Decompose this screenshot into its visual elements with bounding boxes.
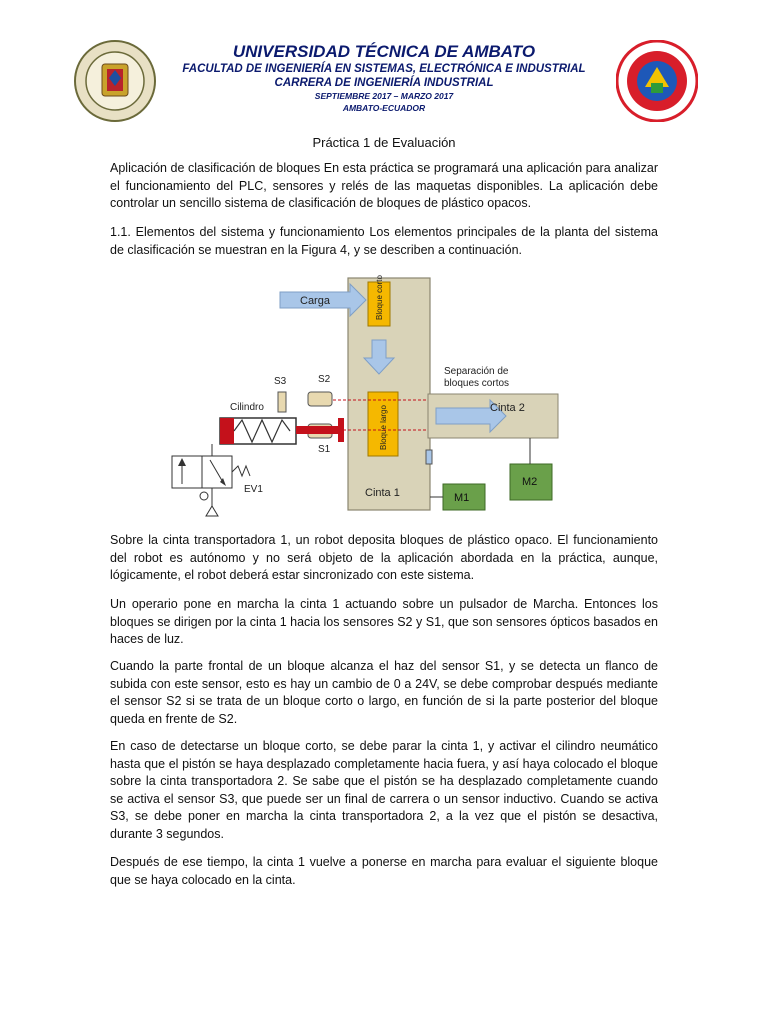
s1-label: S1 <box>318 444 331 455</box>
sorting-system-diagram <box>160 270 570 525</box>
separacion-label-2: bloques cortos <box>444 378 510 389</box>
m2-label: M2 <box>522 476 538 488</box>
paragraph-bloque-corto: En caso de detectarse un bloque corto, se debe parar la cinta 1, y activar el cilindro neumático hasta que el pistón se haya desplazado completamente hacia fuera, y así haya colocado el bloque sobre la cinta transportadora 2. Se sabe que el pistón se ha desplazado completamente cuando se activa el sensor S3, que puede ser un final de carrera o un sensor inductivo. Cuando se activa S3, se debe poner en marcha la cinta transportadora 2, a la vez que el pistón se desactiva, durante 3 segundos. <box>110 739 658 841</box>
paragraph-operario: Un operario pone en marcha la cinta 1 actuando sobre un pulsador de Marcha. Entonces los bloques se dirigen por la cinta 1 hacia los sensores S2 y S1, que son sensores ópticos basados en haces de luz. <box>110 597 658 646</box>
ev1-valve-a <box>172 456 202 488</box>
ev1-label: EV1 <box>244 484 263 495</box>
bloque-largo-label: Bloque largo <box>379 405 388 450</box>
piston-rod <box>296 426 340 434</box>
cinta1-label: Cinta 1 <box>365 487 400 499</box>
s2-label: S2 <box>318 374 331 385</box>
s3-sensor <box>278 392 286 412</box>
paragraph-reinicio: Después de ese tiempo, la cinta 1 vuelve a ponerse en marcha para evaluar el siguiente bloque que se haya colocado en la cinta. <box>110 855 658 887</box>
university-name: UNIVERSIDAD TÉCNICA DE AMBATO <box>232 42 536 61</box>
separacion-label: Separación de <box>444 366 509 377</box>
piston-plate <box>338 418 344 442</box>
paragraph-intro: Aplicación de clasificación de bloques En esta práctica se programará una aplicación para analizar el funcionamiento del PLC, sensores y relés de las maquetas disponibles. La aplicación debe controlar un sencillo sistema de clasificación de bloques de plástico opacos. <box>110 161 658 210</box>
location: AMBATO-ECUADOR <box>342 103 426 113</box>
s2-sensor <box>308 392 332 406</box>
paragraph-elements: 1.1. Elementos del sistema y funcionamiento Los elementos principales de la planta del sistema de clasificación se muestran en la Figura 4, y se describen a continuación. <box>110 225 658 257</box>
faculty-name: FACULTAD DE INGENIERÍA EN SISTEMAS, ELECTRÓNICA E INDUSTRIAL <box>182 63 586 75</box>
m1-label: M1 <box>454 492 470 504</box>
cinta2-label: Cinta 2 <box>490 402 525 414</box>
carga-label: Carga <box>300 295 330 307</box>
paragraph-robot: Sobre la cinta transportadora 1, un robot deposita bloques de plástico opaco. El funcionamiento del robot es autónomo y no será objeto de la aplicación abordada en la práctica, aunque, lógicamente, el robot deberá estar sincronizado con este sistema. <box>110 533 658 582</box>
career-name: CARRERA DE INGENIERÍA INDUSTRIAL <box>274 77 494 89</box>
paragraph-sensor-s1: Cuando la parte frontal de un bloque alcanza el haz del sensor S1, y se detecta un flanco de subida con este sensor, esto es hay un cambio de 0 a 24V, se debe comprobar después mediante el sensor S2 si se trata de un bloque corto o largo, en función de si la parte posterior del bloque queda en frente de S2. <box>110 659 658 726</box>
document-header <box>0 36 768 126</box>
practice-title: Práctica 1 de Evaluación <box>312 135 456 150</box>
university-seal-logo <box>74 40 156 122</box>
s3-label: S3 <box>274 376 287 387</box>
cilindro-head <box>220 418 234 444</box>
bloque-corto-label: Bloque corto <box>375 275 384 320</box>
academic-period: SEPTIEMBRE 2017 – MARZO 2017 <box>314 91 454 101</box>
cilindro-label: Cilindro <box>230 402 264 413</box>
faculty-logo <box>616 40 698 122</box>
